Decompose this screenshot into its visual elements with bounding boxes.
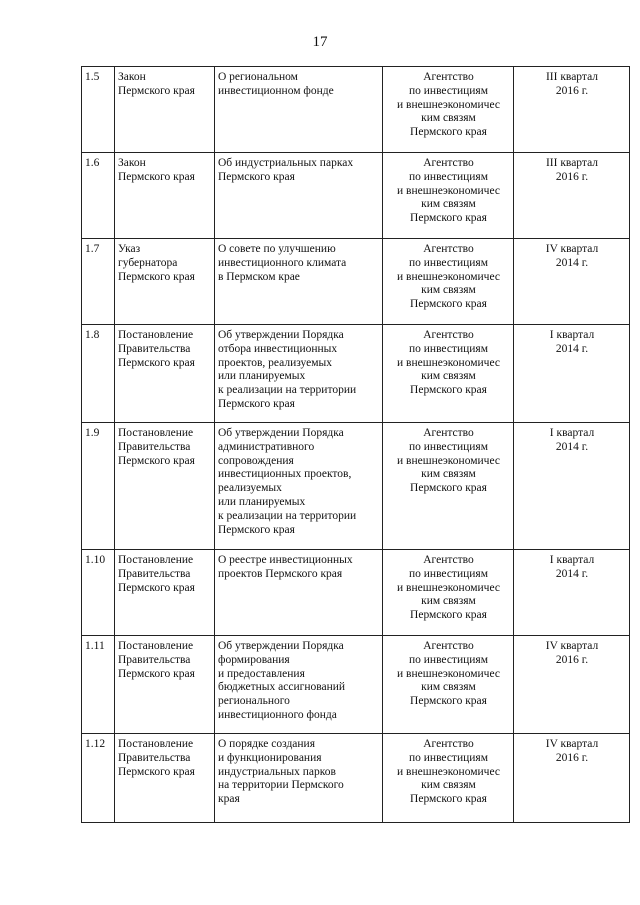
document-type: Постановление Правительства Пермского края (115, 636, 215, 734)
document-title: О совете по улучшению инвестиционного климата в Пермском крае (215, 239, 383, 325)
document-title: О порядке создания и функционирования индустриальных парков на территории Пермского края (215, 734, 383, 823)
legal-acts-table (81, 66, 630, 823)
table-row (82, 550, 630, 636)
deadline: I квартал 2014 г. (514, 423, 630, 550)
table-row (82, 423, 630, 550)
page-number: 17 (312, 34, 328, 50)
responsible-executor: Агентство по инвестициям и внешнеэкономичес ким связям Пермского края (383, 67, 514, 153)
document-title: О региональном инвестиционном фонде (215, 67, 383, 153)
document-title: Об утверждении Порядка отбора инвестиционных проектов, реализуемых или планируемых к реализации на территории Пермского края (215, 325, 383, 423)
responsible-executor: Агентство по инвестициям и внешнеэкономичес ким связям Пермского края (383, 325, 514, 423)
table-row (82, 734, 630, 823)
deadline: IV квартал 2014 г. (514, 239, 630, 325)
deadline: IV квартал 2016 г. (514, 636, 630, 734)
deadline: III квартал 2016 г. (514, 67, 630, 153)
document-type: Постановление Правительства Пермского края (115, 423, 215, 550)
responsible-executor: Агентство по инвестициям и внешнеэкономичес ким связям Пермского края (383, 636, 514, 734)
deadline: I квартал 2014 г. (514, 325, 630, 423)
row-number: 1.5 (82, 67, 115, 153)
document-type: Указ губернатора Пермского края (115, 239, 215, 325)
row-number: 1.12 (82, 734, 115, 823)
table-row (82, 636, 630, 734)
deadline: III квартал 2016 г. (514, 153, 630, 239)
document-title: О реестре инвестиционных проектов Пермского края (215, 550, 383, 636)
responsible-executor: Агентство по инвестициям и внешнеэкономичес ким связям Пермского края (383, 734, 514, 823)
table-row (82, 239, 630, 325)
document-title: Об утверждении Порядка административного сопровождения инвестиционных проектов, реализуемых или планируемых к реализации на территории Пермского края (215, 423, 383, 550)
responsible-executor: Агентство по инвестициям и внешнеэкономичес ким связям Пермского края (383, 423, 514, 550)
document-title: Об утверждении Порядка формирования и предоставления бюджетных ассигнований регионального инвестиционного фонда (215, 636, 383, 734)
document-type: Закон Пермского края (115, 153, 215, 239)
row-number: 1.9 (82, 423, 115, 550)
responsible-executor: Агентство по инвестициям и внешнеэкономичес ким связям Пермского края (383, 153, 514, 239)
document-type: Закон Пермского края (115, 67, 215, 153)
document-type: Постановление Правительства Пермского края (115, 734, 215, 823)
table-row (82, 325, 630, 423)
table-row (82, 153, 630, 239)
row-number: 1.10 (82, 550, 115, 636)
document-type: Постановление Правительства Пермского края (115, 550, 215, 636)
deadline: I квартал 2014 г. (514, 550, 630, 636)
table-row (82, 67, 630, 153)
responsible-executor: Агентство по инвестициям и внешнеэкономичес ким связям Пермского края (383, 550, 514, 636)
row-number: 1.8 (82, 325, 115, 423)
responsible-executor: Агентство по инвестициям и внешнеэкономичес ким связям Пермского края (383, 239, 514, 325)
row-number: 1.6 (82, 153, 115, 239)
deadline: IV квартал 2016 г. (514, 734, 630, 823)
row-number: 1.11 (82, 636, 115, 734)
row-number: 1.7 (82, 239, 115, 325)
document-type: Постановление Правительства Пермского края (115, 325, 215, 423)
document-title: Об индустриальных парках Пермского края (215, 153, 383, 239)
